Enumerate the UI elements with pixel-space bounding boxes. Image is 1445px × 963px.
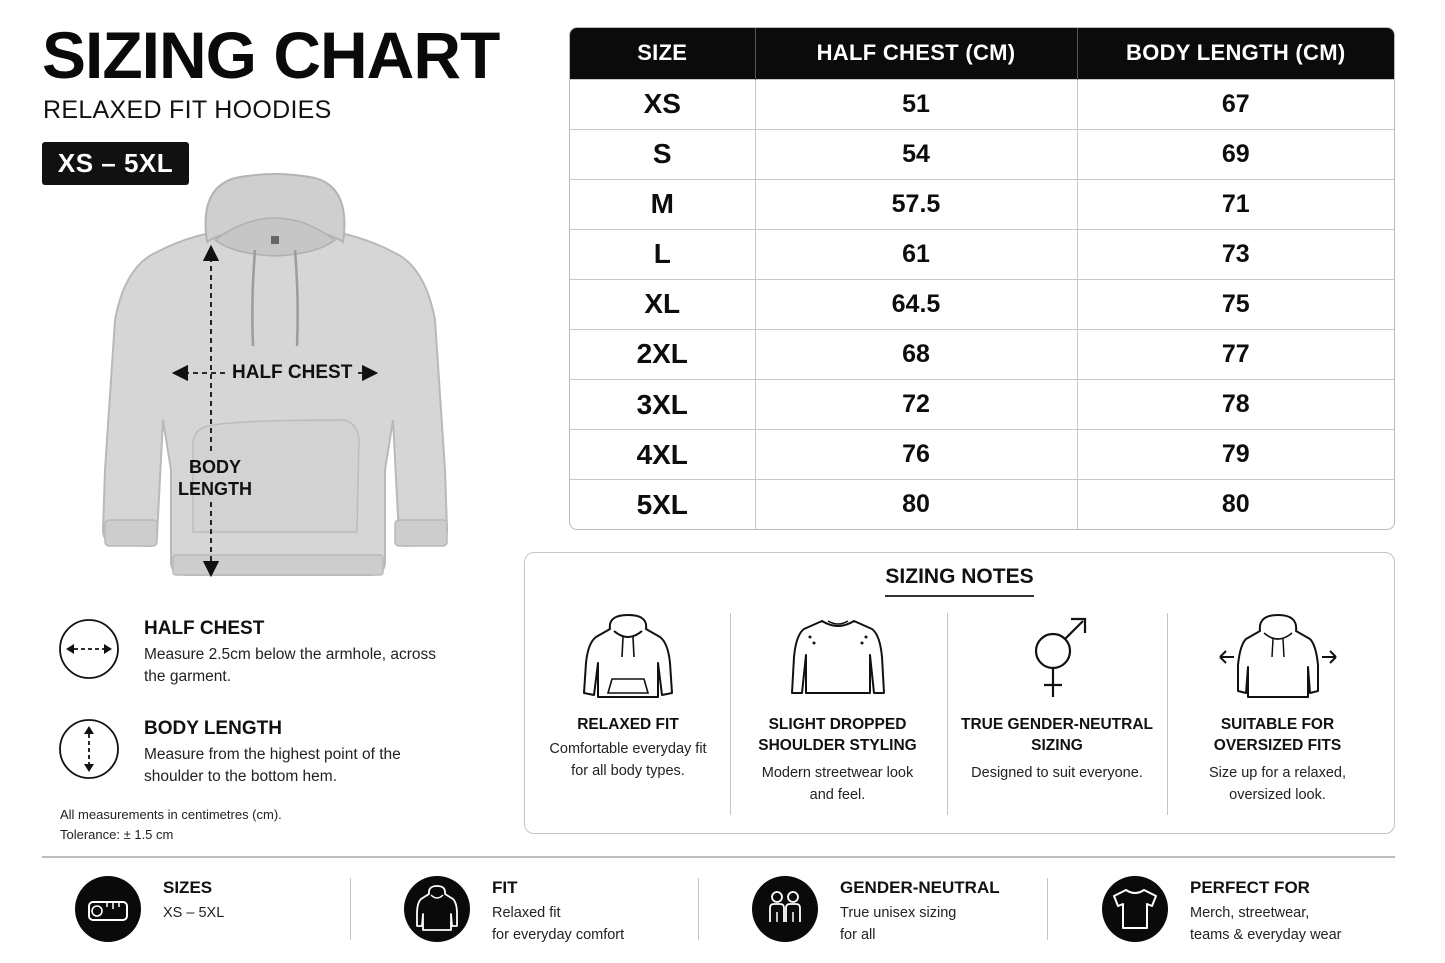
vertical-arrows-icon [58, 718, 120, 780]
feature-divider [698, 878, 699, 940]
people-icon [752, 876, 818, 942]
table-row [570, 179, 1394, 229]
size-cell: 3XL [570, 379, 755, 429]
table-row [570, 229, 1394, 279]
table-row [570, 279, 1394, 329]
units-note: All measurements in centimetres (cm). [60, 807, 282, 822]
note-title: SLIGHT DROPPED SHOULDER STYLING [758, 716, 917, 754]
note-description: Designed to suit everyone. [971, 765, 1143, 781]
half-chest-cell: 61 [755, 229, 1077, 279]
size-cell: S [570, 129, 755, 179]
half-chest-label: HALF CHEST [232, 362, 353, 383]
feature-divider [350, 878, 351, 940]
tshirt-icon [1102, 876, 1168, 942]
feature-description: Relaxed fit for everyday comfort [492, 905, 625, 943]
feature-title: PERFECT FOR [1190, 878, 1310, 897]
horizontal-arrows-icon [58, 618, 120, 680]
column-header-body-length: BODY LENGTH (CM) [1077, 28, 1394, 79]
body-length-cell: 71 [1077, 179, 1394, 229]
gender-neutral-icon [1007, 613, 1107, 701]
table-header-row [570, 28, 1394, 79]
note-gender-neutral [957, 613, 1157, 813]
body-length-guide [58, 718, 458, 798]
note-dropped-shoulder [750, 613, 925, 813]
page-subtitle: RELAXED FIT HOODIES [43, 96, 332, 124]
sizing-notes-panel [524, 552, 1395, 834]
body-length-cell: 78 [1077, 379, 1394, 429]
note-title: SUITABLE FOR OVERSIZED FITS [1213, 716, 1342, 754]
feature-title: SIZES [163, 878, 213, 897]
note-description: Size up for a relaxed, oversized look. [1208, 765, 1347, 803]
feature-description: True unisex sizing for all [840, 905, 957, 943]
feature-perfect-for [1102, 872, 1392, 952]
size-cell: XS [570, 79, 755, 129]
size-cell: 4XL [570, 430, 755, 480]
sizing-notes-title [525, 565, 1394, 597]
body-length-cell: 79 [1077, 430, 1394, 480]
body-length-label-line-2: LENGTH [178, 479, 252, 499]
table-row [570, 379, 1394, 429]
page-title: SIZING CHART [42, 18, 500, 92]
size-cell: 2XL [570, 329, 755, 379]
table-row [570, 329, 1394, 379]
size-range-badge: XS – 5XL [42, 142, 189, 185]
size-table [569, 27, 1395, 530]
feature-description: XS – 5XL [163, 905, 225, 921]
size-cell: XL [570, 279, 755, 329]
body-length-cell: 73 [1077, 229, 1394, 279]
note-divider [1167, 613, 1168, 815]
half-chest-cell: 54 [755, 129, 1077, 179]
size-cell: M [570, 179, 755, 229]
body-length-cell: 67 [1077, 79, 1394, 129]
size-cell: 5XL [570, 480, 755, 529]
note-relaxed-fit [543, 613, 713, 813]
half-chest-cell: 57.5 [755, 179, 1077, 229]
size-cell: L [570, 229, 755, 279]
feature-title: GENDER-NEUTRAL [840, 878, 1000, 897]
note-divider [947, 613, 948, 815]
guide-description: Measure from the highest point of the shoulder to the bottom hem. [144, 746, 401, 785]
note-oversized [1185, 613, 1370, 813]
guide-title: BODY LENGTH [144, 718, 282, 739]
table-row [570, 129, 1394, 179]
body-length-label-line-1: BODY [188, 457, 241, 477]
table-row [570, 480, 1394, 529]
table-row [570, 79, 1394, 129]
half-chest-cell: 68 [755, 329, 1077, 379]
feature-fit [404, 872, 684, 952]
note-title: TRUE GENDER-NEUTRAL SIZING [960, 716, 1154, 754]
note-divider [730, 613, 731, 815]
feature-gender-neutral [752, 872, 1032, 952]
body-length-cell: 77 [1077, 329, 1394, 379]
body-length-label [172, 456, 258, 500]
hoodie-icon [578, 613, 678, 701]
note-title: RELAXED FIT [577, 716, 679, 733]
tolerance-note: Tolerance: ± 1.5 cm [60, 827, 174, 842]
column-header-size: SIZE [570, 28, 755, 79]
tape-measure-icon [75, 876, 141, 942]
sizing-notes-heading: SIZING NOTES [885, 565, 1033, 597]
feature-description: Merch, streetwear, teams & everyday wear [1190, 905, 1342, 943]
feature-title: FIT [492, 878, 518, 897]
oversized-hoodie-icon [1218, 613, 1338, 701]
half-chest-cell: 80 [755, 480, 1077, 529]
bottom-divider [42, 856, 1395, 858]
note-description: Modern streetwear look and feel. [761, 765, 914, 803]
half-chest-guide [58, 618, 458, 698]
body-length-cell: 69 [1077, 129, 1394, 179]
guide-title: HALF CHEST [144, 618, 265, 639]
half-chest-cell: 51 [755, 79, 1077, 129]
body-length-cell: 80 [1077, 480, 1394, 529]
note-description: Comfortable everyday fit for all body types. [549, 741, 707, 779]
column-header-half-chest: HALF CHEST (CM) [755, 28, 1077, 79]
body-length-cell: 75 [1077, 279, 1394, 329]
half-chest-cell: 76 [755, 430, 1077, 480]
half-chest-cell: 64.5 [755, 279, 1077, 329]
sweatshirt-icon [788, 613, 888, 701]
feature-sizes [75, 872, 335, 952]
table-row [570, 430, 1394, 480]
hoodie-icon [404, 876, 470, 942]
guide-description: Measure 2.5cm below the armhole, across the garment. [144, 646, 437, 685]
feature-divider [1047, 878, 1048, 940]
half-chest-cell: 72 [755, 379, 1077, 429]
